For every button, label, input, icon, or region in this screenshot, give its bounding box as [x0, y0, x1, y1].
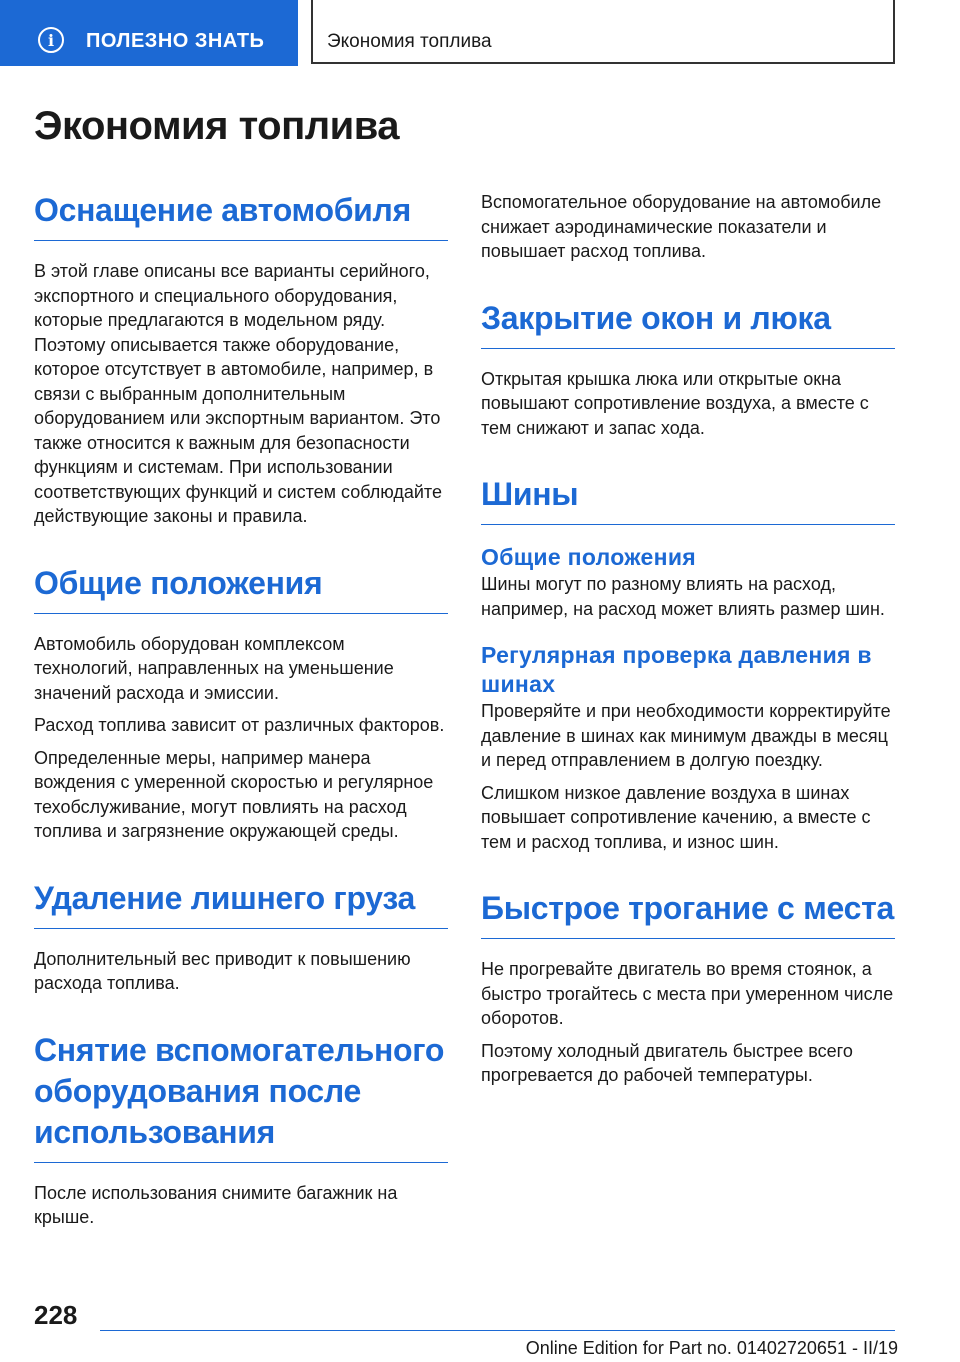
paragraph: Не прогревайте двигатель во время стоянок, а быстро трогайтесь с места при умеренном числе оборотов. [481, 959, 894, 1028]
paragraph: Дополнительный вес приводит к повышению расхода топлива. [34, 948, 411, 993]
subsection-heading: Регулярная проверка давления в шинах [481, 642, 872, 697]
paragraph: Открытая крышка люка или открытые окна повышают сопротивление воздуха, а вместе с тем снижают и запас хода. [481, 368, 869, 438]
section-heading: Общие положения [34, 563, 448, 614]
tab-useful-info[interactable] [0, 0, 298, 66]
right-column [481, 190, 895, 1088]
section-heading: Быстрое трогание с места [481, 888, 895, 939]
page-header [0, 0, 960, 66]
footer-divider [100, 1330, 895, 1331]
paragraph: Слишком низкое давление воздуха в шинах повышает сопротивление качению, а вместе с тем и расход топлива, и износ шин. [481, 782, 871, 852]
page-title: Экономия топлива [34, 104, 400, 148]
section-heading: Закрытие окон и люка [481, 298, 895, 349]
section-name: Экономия топлива [327, 31, 492, 52]
tab-label: ПОЛЕЗНО ЗНАТЬ [86, 30, 265, 52]
paragraph: Автомобиль оборудован комплексом технологий, направленных на уменьшение значений расхода и эмиссии. [34, 633, 394, 703]
section-heading: Шины [481, 474, 895, 525]
paragraph: Поэтому холодный двигатель быстрее всего прогревается до рабочей температуры. [481, 1040, 853, 1085]
paragraph: Расход топлива зависит от различных факторов. [34, 715, 445, 735]
paragraph: Вспомогательное оборудование на автомобиле снижает аэродинамические показатели и повышает расход топлива. [481, 192, 882, 261]
section-heading: Снятие вспомогательного оборудования после использования [34, 1030, 448, 1163]
paragraph: После использования снимите багажник на крыше. [34, 1182, 398, 1227]
section-heading: Удаление лишнего груза [34, 878, 448, 929]
page-number: 228 [34, 1300, 78, 1330]
paragraph: Шины могут по разному влиять на расход, например, на расход может влиять размер шин. [481, 574, 885, 619]
edition-note: Online Edition for Part no. 01402720651 - II/19 [525, 1338, 898, 1358]
left-column [34, 190, 448, 1230]
paragraph: Определенные меры, например манера вождения с умеренной скоростью и регулярное техобслуживание, могут повлиять на расход топлива и загрязнение окружающей среды. [34, 747, 434, 841]
subsection-heading: Общие положения [481, 544, 696, 570]
section-heading: Оснащение автомобиля [34, 190, 448, 241]
info-icon: i [38, 27, 64, 53]
paragraph: Проверяйте и при необходимости корректируйте давление в шинах как минимум дважды в месяц и перед отправлением в долгую поездку. [481, 701, 891, 770]
paragraph: В этой главе описаны все варианты серийного, экспортного и специального оборудования, которые предлагаются в модельном ряду. Поэтому описывается также оборудование, которое отсутствует в автомобиле, например, в связи с выбранным дополнительным оборудованием или экспортным вариантом. Это также относится к важным для безопасности функциям и системам. При использовании соответствующих функций и систем соблюдайте действующие законы и правила. [34, 261, 442, 526]
